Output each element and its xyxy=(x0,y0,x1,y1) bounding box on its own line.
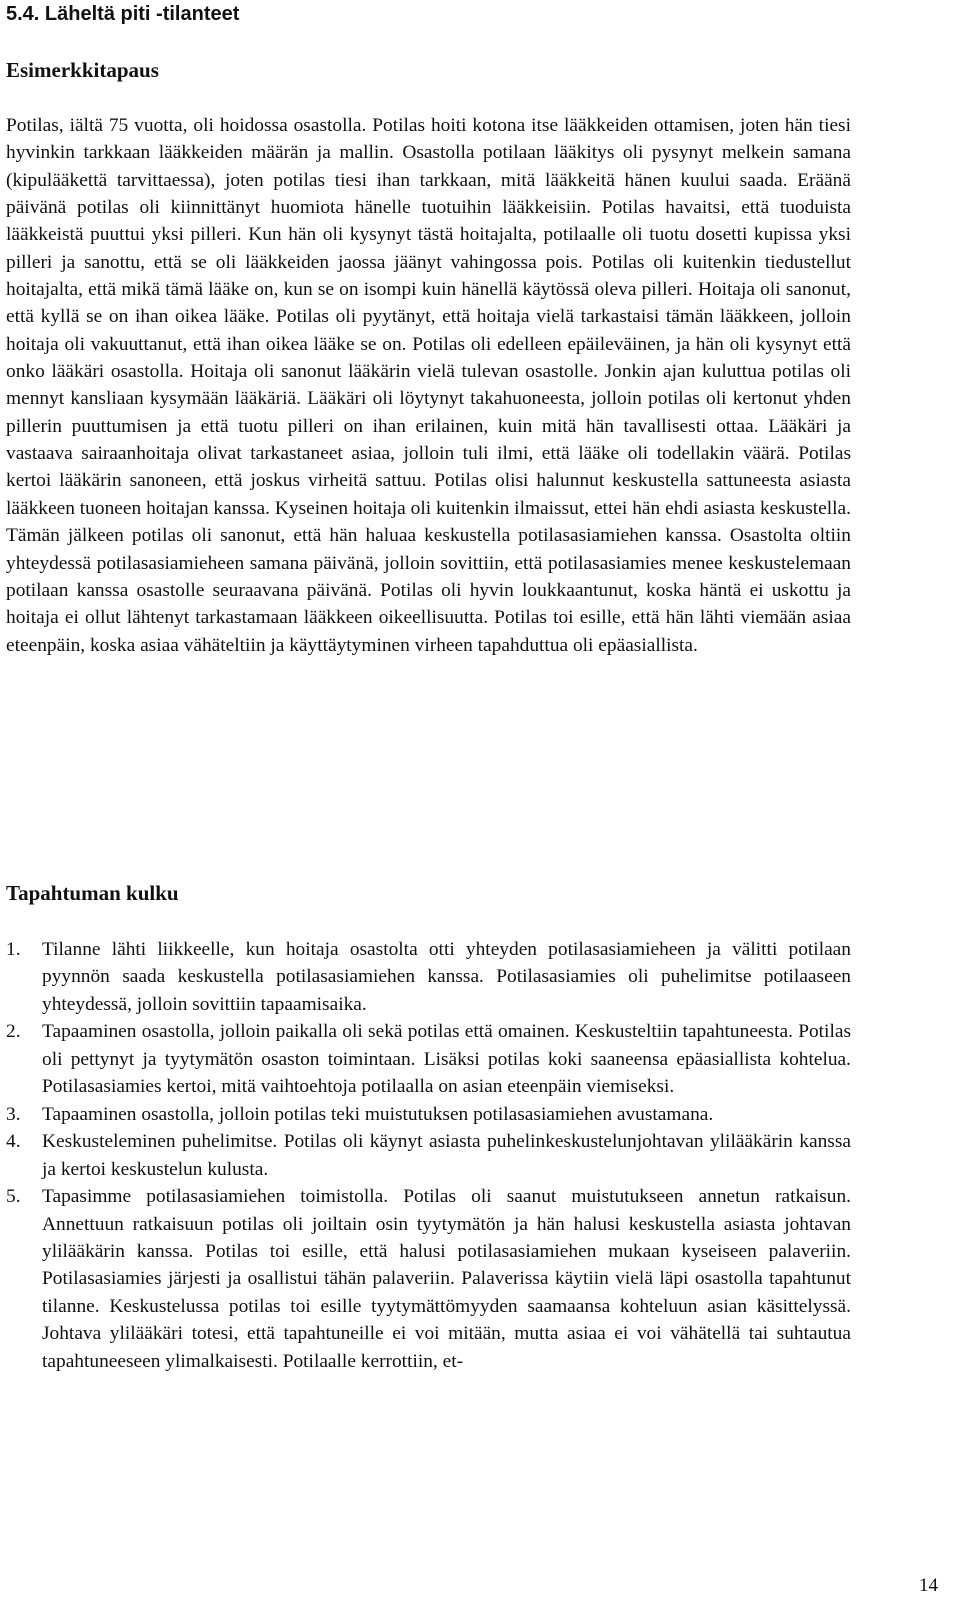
step-number: 1. xyxy=(6,939,21,960)
page-number: 14 xyxy=(919,1575,938,1596)
list-item xyxy=(6,1128,851,1183)
step-text: Tapasimme potilasasiamiehen toimistolla. Potilas oli saanut muistutukseen annetun ratkaisun. Annettuun ratkaisuun potilas oli joiltain osin tyytymätön ja hän halusi keskustella asiasta johtavan ylilääkärin kanssa. Potilas toi esille, että halusi potilasasiamiehen mukaan kyseiseen palaveriin. Potilasasiamies järjesti ja osallistui tähän palaveriin. Palaverissa käytiin vielä läpi osastolla tapahtunut tilanne. Keskustelussa potilas toi esille tyytymättömyyden saamaansa kohteluun asian käsittelyssä. Johtava ylilääkäri totesi, että tapahtuneille ei voi mitään, mutta asiaa ei voi vähätellä tai suhtautua tapahtuneeseen ylimalkaisesti. Potilaalle kerrottiin, et- xyxy=(42,1186,851,1372)
step-number: 3. xyxy=(6,1103,21,1125)
event-steps-list xyxy=(6,936,851,1375)
course-heading: Tapahtuman kulku xyxy=(6,881,179,905)
step-number: 5. xyxy=(6,1186,21,1208)
example-heading: Esimerkkitapaus xyxy=(6,58,159,82)
list-item xyxy=(6,1018,851,1100)
step-text: Tilanne lähti liikkeelle, kun hoitaja osastolta otti yhteyden potilasasiamieheen ja välitti potilaan pyynnön saada keskustella potilasasiamiehen kanssa. Potilasasiamies oli puhelimitse potilaaseen yhteydessä, jolloin sovittiin tapaamisaika. xyxy=(42,939,851,1015)
section-title: 5.4. Läheltä piti -tilanteet xyxy=(6,3,240,25)
step-number: 2. xyxy=(6,1021,21,1043)
step-text: Tapaaminen osastolla, jolloin potilas teki muistutuksen potilasasiamiehen avustamana. xyxy=(42,1103,714,1125)
list-item xyxy=(6,1183,851,1375)
list-item xyxy=(6,1101,851,1128)
example-paragraph: Potilas, iältä 75 vuotta, oli hoidossa osastolla. Potilas hoiti kotona itse lääkkeiden ottamisen, joten hän tiesi hyvinkin tarkkaan lääkkeiden määrän ja mallin. Osastolla potilaan lääkitys oli pysynyt melkein samana (kipulääkettä tarvittaessa), joten potilas tiesi ihan tarkkaan, mitä lääkkeitä hänen kuului saada. Eräänä päivänä potilas oli kiinnittänyt huomiota hänelle tuotuihin lääkkeisiin. Potilas havaitsi, että tuoduista lääkkeistä puuttui yksi pilleri. Kun hän oli kysynyt tästä hoitajalta, potilaalle oli tuotu dosetti kupissa yksi pilleri ja sanottu, että se oli lääkkeiden jaossa jäänyt vahingossa pois. Potilas oli kuitenkin tiedustellut hoitajalta, että mikä tämä lääke on, kun se on isompi kuin hänellä käytössä oleva pilleri. Hoitaja oli sanonut, että kyllä se on ihan oikea lääke. Potilas oli pyytänyt, että hoitaja vielä tarkastaisi tämän lääkkeen, jolloin hoitaja oli vakuuttanut, että ihan oikea lääke se on. Potilas oli edelleen epäileväinen, ja hän oli kysynyt että onko lääkäri osastolla. Hoitaja oli sanonut lääkärin vielä tulevan osastolle. Jonkin ajan kuluttua potilas oli mennyt kansliaan kysymään lääkäriä. Lääkäri oli löytynyt takahuoneesta, jolloin potilas oli kertonut yhden pillerin puuttumisen ja että tuotu pilleri on ihan erilainen, kuin mitä hän tavallisesti ottaa. Lääkäri ja vastaava sairaanhoitaja olivat tarkastaneet asiaa, jolloin tuli ilmi, että lääke oli todellakin väärä. Potilas kertoi lääkärin sanoneen, että joskus virheitä sattuu. Potilas olisi halunnut keskustella sattuneesta asiasta lääkkeen tuoneen hoitajan kanssa. Kyseinen hoitaja oli kuitenkin ilmaissut, ettei hän ehdi asiasta keskustella. Tämän jälkeen potilas oli sanonut, että hän haluaa keskustella potilasasiamiehen kanssa. Osastolta oltiin yhteydessä potilasasiamieheen samana päivänä, jolloin sovittiin, että potilasasiamies menee keskustelemaan potilaan kanssa osastolle seuraavana päivänä. Potilas oli hyvin loukkaantunut, koska häntä ei uskottu ja hoitaja ei ollut lähtenyt tarkastamaan lääkkeen oikeellisuutta. Potilas toi esille, että hän lähti viemään asiaa eteenpäin, koska asiaa vähäteltiin ja käyttäytyminen virheen tapahduttua oli epäasiallista. xyxy=(6,115,851,656)
list-item xyxy=(6,936,851,1018)
step-text: Keskusteleminen puhelimitse. Potilas oli käynyt asiasta puhelinkeskustelunjohtavan ylilääkärin kanssa ja kertoi keskustelun kulusta. xyxy=(42,1131,851,1180)
step-text: Tapaaminen osastolla, jolloin paikalla oli sekä potilas että omainen. Keskusteltiin tapahtuneesta. Potilas oli pettynyt ja tyytymätön osaston toimintaan. Lisäksi potilas koki saaneensa epäasiallista kohtelua. Potilasasiamies kertoi, mitä vaihtoehtoja potilaalla on asian eteenpäin viemiseksi. xyxy=(42,1021,851,1098)
step-number: 4. xyxy=(6,1131,21,1153)
